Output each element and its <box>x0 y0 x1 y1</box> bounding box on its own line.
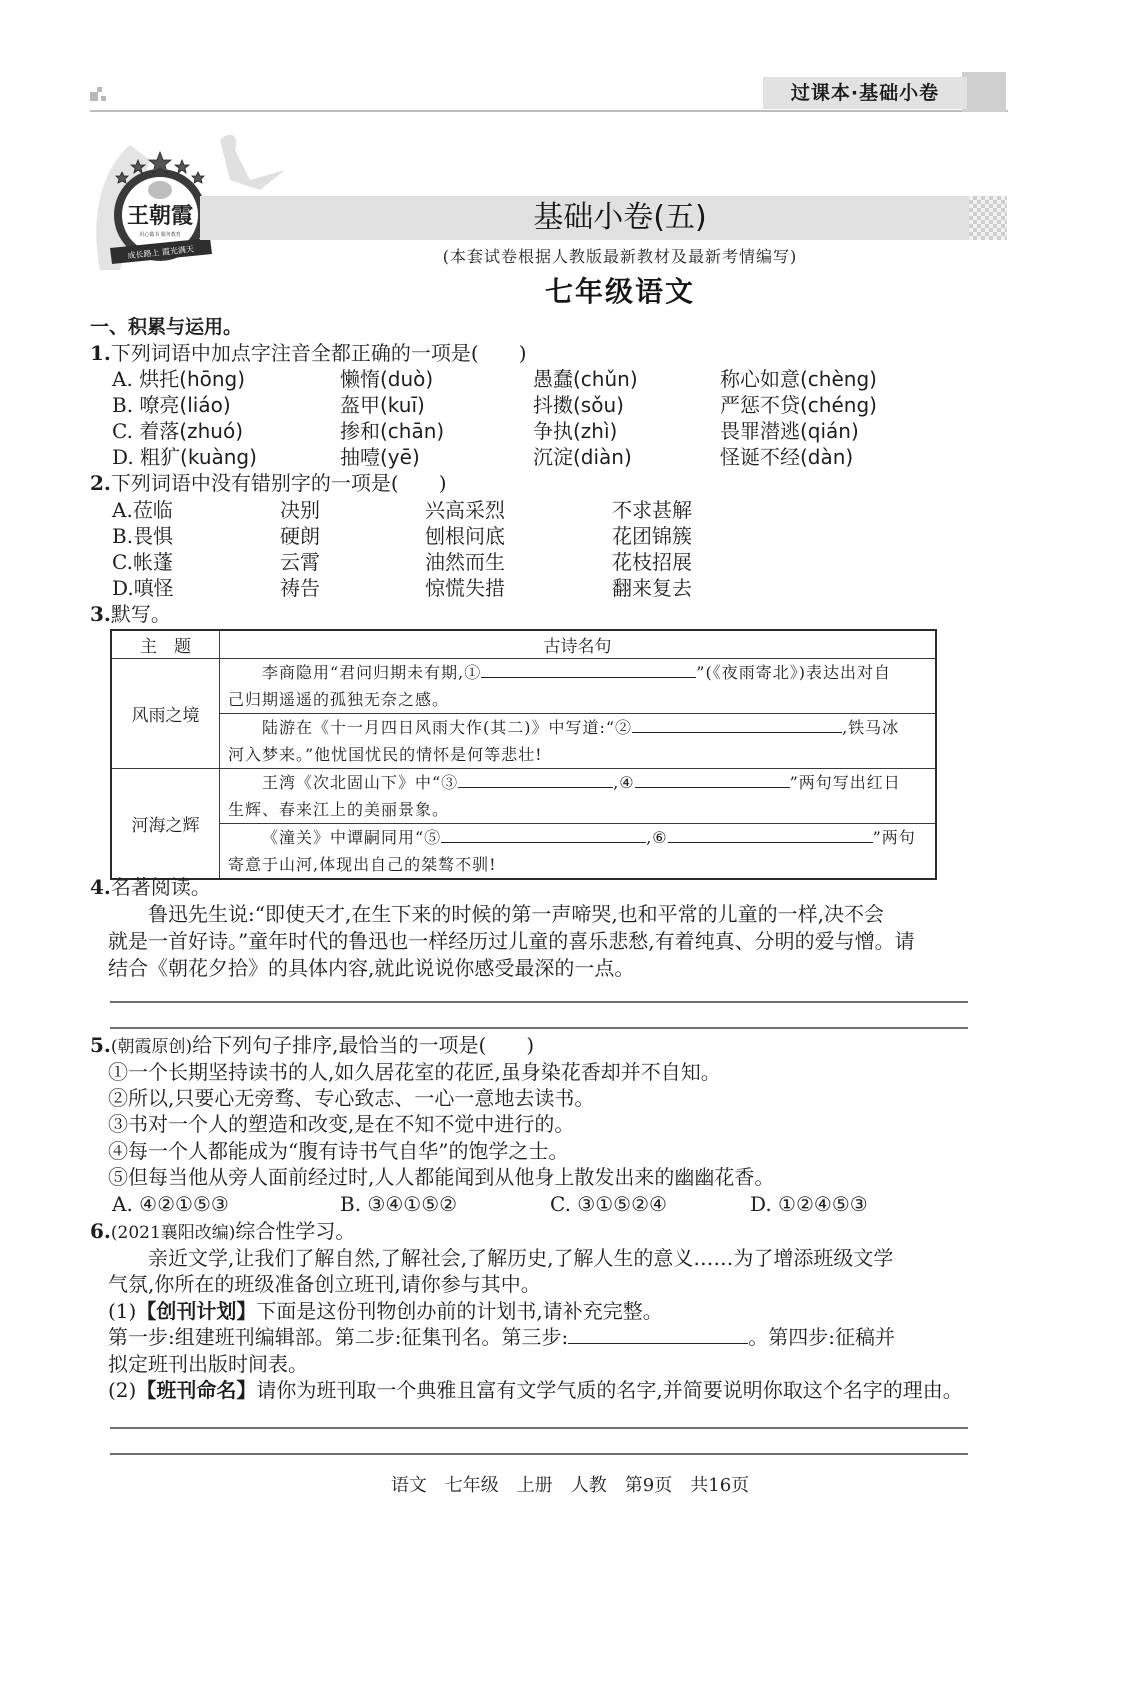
cell-text: ”两句写出红日 <box>789 773 901 792</box>
cell-text: 王湾《次北固山下》中“③ <box>262 773 459 792</box>
sub-tag: 【创刊计划】 <box>136 1299 257 1323</box>
option-item: 称心如意(chèng) <box>720 367 877 391</box>
option-item: 严惩不贷(chéng) <box>720 393 877 417</box>
table-header-lines: 古诗名句 <box>220 630 937 659</box>
option-label: A. <box>112 367 133 391</box>
option-label: B. <box>112 393 134 417</box>
cell-text: 《潼关》中谭嗣同用“⑤ <box>262 828 442 847</box>
q1-option-a[interactable] <box>112 366 245 392</box>
option-label: D. <box>112 576 134 600</box>
theme-cell: 河海之辉 <box>111 769 220 880</box>
header-deco-square <box>97 87 102 92</box>
option-item: 刨根问底 <box>425 524 505 548</box>
option-item: 嗔怪 <box>133 576 174 600</box>
q5-option-c[interactable]: C. ③①⑤②④ <box>550 1192 667 1216</box>
question-6-stem <box>90 1218 355 1246</box>
option-item: 争执(zhì) <box>533 419 618 443</box>
option-item: 不求甚解 <box>612 498 692 522</box>
question-number: 4. <box>90 875 111 899</box>
question-5-stem <box>90 1032 534 1060</box>
blank-1[interactable] <box>481 659 696 678</box>
option-item: 懒惰(duò) <box>340 367 434 391</box>
option-label: C. <box>112 550 133 574</box>
question-number: 6. <box>90 1219 111 1243</box>
option-item: 帐蓬 <box>132 550 173 574</box>
q2-option-a[interactable] <box>112 497 173 523</box>
logo-ribbon-text: 成长路上 霞光满天 <box>127 244 195 261</box>
table-row <box>111 714 936 769</box>
option-item: 掺和(chān) <box>340 419 445 443</box>
option-item: 着落(zhuó) <box>139 419 244 443</box>
logo-ribbon-bow <box>220 135 285 190</box>
option-label: B. <box>112 524 134 548</box>
option-item: 惊慌失措 <box>425 576 505 600</box>
blank-6[interactable] <box>668 824 873 843</box>
question-text: 给下列句子排序,最恰当的一项是( ) <box>192 1033 535 1057</box>
option-item: 硬朗 <box>280 524 320 548</box>
table-row <box>111 659 936 714</box>
table-header-row <box>111 630 936 659</box>
header-deco-square <box>101 96 106 101</box>
question-3-stem <box>90 601 171 627</box>
passage-line: 就是一首好诗。”童年时代的鲁迅也一样经历过儿童的喜乐悲愁,有着纯真、分明的爱与憎。请 <box>108 929 915 953</box>
header-deco-square <box>90 92 98 101</box>
answer-line[interactable] <box>110 1001 968 1003</box>
sentence: ④每一个人都能成为“腹有诗书气自华”的饱学之士。 <box>108 1139 569 1163</box>
q5-option-b[interactable]: B. ③④①⑤② <box>340 1192 458 1216</box>
poem-cell <box>220 824 937 880</box>
cell-text: 生辉、春来江上的美丽景象。 <box>228 800 450 819</box>
option-item: 抖擞(sǒu) <box>533 393 624 417</box>
question-text: 下列词语中加点字注音全都正确的一项是( ) <box>110 341 527 365</box>
cell-text: ,⑥ <box>646 828 668 847</box>
q1-option-d[interactable] <box>112 444 257 470</box>
option-item: 沉淀(diàn) <box>533 445 632 469</box>
option-item: 抽噎(yē) <box>340 445 420 469</box>
cell-text: 李商隐用“君问归期未有期,① <box>262 663 482 682</box>
option-item: 嘹亮(liáo) <box>139 393 231 417</box>
question-number: 3. <box>90 602 111 626</box>
option-label: A. <box>112 498 133 522</box>
logo-portrait <box>148 181 172 199</box>
table-header-theme: 主 题 <box>111 630 220 659</box>
cell-text: ,④ <box>613 773 635 792</box>
sub-text: 请你为班刊取一个典雅且富有文学气质的名字,并简要说明你取这个名字的理由。 <box>256 1378 963 1402</box>
blank-3[interactable] <box>458 769 613 788</box>
option-item: 莅临 <box>132 498 173 522</box>
question-source: (2021襄阳改编) <box>110 1223 236 1243</box>
option-item: 怪诞不经(dàn) <box>720 445 854 469</box>
cell-text: ,铁马冰 <box>842 718 900 737</box>
blank-4[interactable] <box>635 769 790 788</box>
steps-line <box>108 1324 895 1350</box>
option-item: 粗犷(kuàng) <box>140 445 257 469</box>
sub-number: (2) <box>108 1378 137 1402</box>
sub-question-1 <box>108 1298 663 1324</box>
poem-cell <box>220 769 937 824</box>
header-tab-end <box>962 72 1006 112</box>
q5-option-d[interactable]: D. ①②④⑤③ <box>750 1192 868 1216</box>
option-item: 花团锦簇 <box>612 524 692 548</box>
cell-text: 陆游在《十一月四日风雨大作(其二)》中写道:“② <box>262 718 633 737</box>
step3-blank[interactable] <box>568 1325 748 1344</box>
poem-cell <box>220 714 937 769</box>
paper-title: 基础小卷(五) <box>533 200 707 235</box>
question-2-stem <box>90 470 447 496</box>
title-checker-deco <box>969 196 1007 240</box>
logo-slogan-text: 用心做书 服务教育 <box>139 232 181 238</box>
header-series-tab: 过课本·基础小卷 <box>763 77 967 109</box>
paper-subtitle: (本套试卷根据人教版最新教材及最新考情编写) <box>442 247 798 266</box>
q2-option-c[interactable] <box>112 549 173 575</box>
q5-option-a[interactable]: A. ④②①⑤③ <box>112 1192 229 1216</box>
cell-text: 寄意于山河,体现出自己的桀骜不驯! <box>228 855 497 874</box>
sub-number: (1) <box>108 1299 137 1323</box>
page-footer: 语文 七年级 上册 人教 第9页 共16页 <box>390 1475 750 1496</box>
intro-line: 亲近文学,让我们了解自然,了解社会,了解历史,了解人生的意义……为了增添班级文学 <box>148 1246 894 1270</box>
option-item: 祷告 <box>280 576 320 600</box>
option-item: 花枝招展 <box>612 550 692 574</box>
intro-line: 气氛,你所在的班级准备创立班刊,请你参与其中。 <box>108 1272 541 1296</box>
steps-text: 拟定班刊出版时间表。 <box>108 1352 308 1376</box>
cell-text: ”(《夜雨寄北》)表达出对自 <box>696 663 891 682</box>
question-1-stem <box>90 340 527 366</box>
option-item: 油然而生 <box>425 550 505 574</box>
blank-2[interactable] <box>632 714 842 733</box>
section-heading: 一、积累与运用。 <box>90 316 243 338</box>
sub-question-2 <box>108 1377 963 1403</box>
header-rule <box>90 110 1008 112</box>
passage-line: 结合《朝花夕拾》的具体内容,就此说说你感受最深的一点。 <box>108 956 635 980</box>
sentence: ②所以,只要心无旁骛、专心致志、一心一意地去读书。 <box>108 1086 595 1110</box>
steps-text: 第一步:组建班刊编辑部。第二步:征集刊名。第三步: <box>108 1325 569 1349</box>
option-item: 云霄 <box>280 550 320 574</box>
option-label: D. <box>112 445 134 469</box>
steps-text: 。第四步:征稿并 <box>748 1325 895 1349</box>
question-number: 2. <box>90 471 111 495</box>
table-row <box>111 769 936 824</box>
q2-option-d[interactable] <box>112 575 174 601</box>
question-source: (朝霞原创) <box>110 1037 193 1057</box>
sentence: ①一个长期坚持读书的人,如久居花室的花匠,虽身染花香却并不自知。 <box>108 1060 721 1084</box>
cell-text: 己归期遥遥的孤独无奈之感。 <box>228 690 450 709</box>
question-number: 5. <box>90 1033 111 1057</box>
q1-option-b[interactable] <box>112 392 231 418</box>
option-item: 愚蠢(chǔn) <box>533 367 638 391</box>
option-item: 畏惧 <box>133 524 174 548</box>
passage-line: 鲁迅先生说:“即使天才,在生下来的时候的第一声啼哭,也和平常的儿童的一样,决不会 <box>148 902 885 926</box>
cell-text: 河入梦来。”他忧国忧民的情怀是何等悲壮! <box>228 745 543 764</box>
option-item: 烘托(hōng) <box>139 367 246 391</box>
question-text: 下列词语中没有错别字的一项是( ) <box>110 471 447 495</box>
sub-tag: 【班刊命名】 <box>136 1378 257 1402</box>
sentence: ③书对一个人的塑造和改变,是在不知不觉中进行的。 <box>108 1112 575 1136</box>
answer-line[interactable] <box>110 1453 968 1455</box>
option-item: 兴高采烈 <box>425 498 505 522</box>
option-item: 决别 <box>280 498 320 522</box>
option-item: 翻来复去 <box>612 576 692 600</box>
question-number: 1. <box>90 341 111 365</box>
logo-brand-text: 王朝霞 <box>126 203 194 229</box>
q1-option-c[interactable] <box>112 418 243 444</box>
answer-line[interactable] <box>110 1427 968 1429</box>
subject-title: 七年级语文 <box>544 275 695 308</box>
theme-cell: 风雨之境 <box>111 659 220 769</box>
sub-text: 下面是这份刊物创办前的计划书,请补充完整。 <box>256 1299 663 1323</box>
blank-5[interactable] <box>441 824 646 843</box>
answer-line[interactable] <box>110 1027 968 1029</box>
question-text: 名著阅读。 <box>110 875 211 899</box>
option-label: C. <box>112 419 133 443</box>
cell-text: ”两句 <box>872 828 916 847</box>
option-item: 畏罪潜逃(qián) <box>720 419 859 443</box>
q2-option-b[interactable] <box>112 523 173 549</box>
option-item: 盔甲(kuī) <box>340 393 425 417</box>
table-row <box>111 824 936 880</box>
dictation-table <box>110 629 937 880</box>
question-text: 默写。 <box>110 602 171 626</box>
sentence: ⑤但每当他从旁人面前经过时,人人都能闻到从他身上散发出来的幽幽花香。 <box>108 1165 775 1189</box>
poem-cell <box>220 659 937 714</box>
question-text: 综合性学习。 <box>235 1219 356 1243</box>
question-4-stem <box>90 874 211 900</box>
